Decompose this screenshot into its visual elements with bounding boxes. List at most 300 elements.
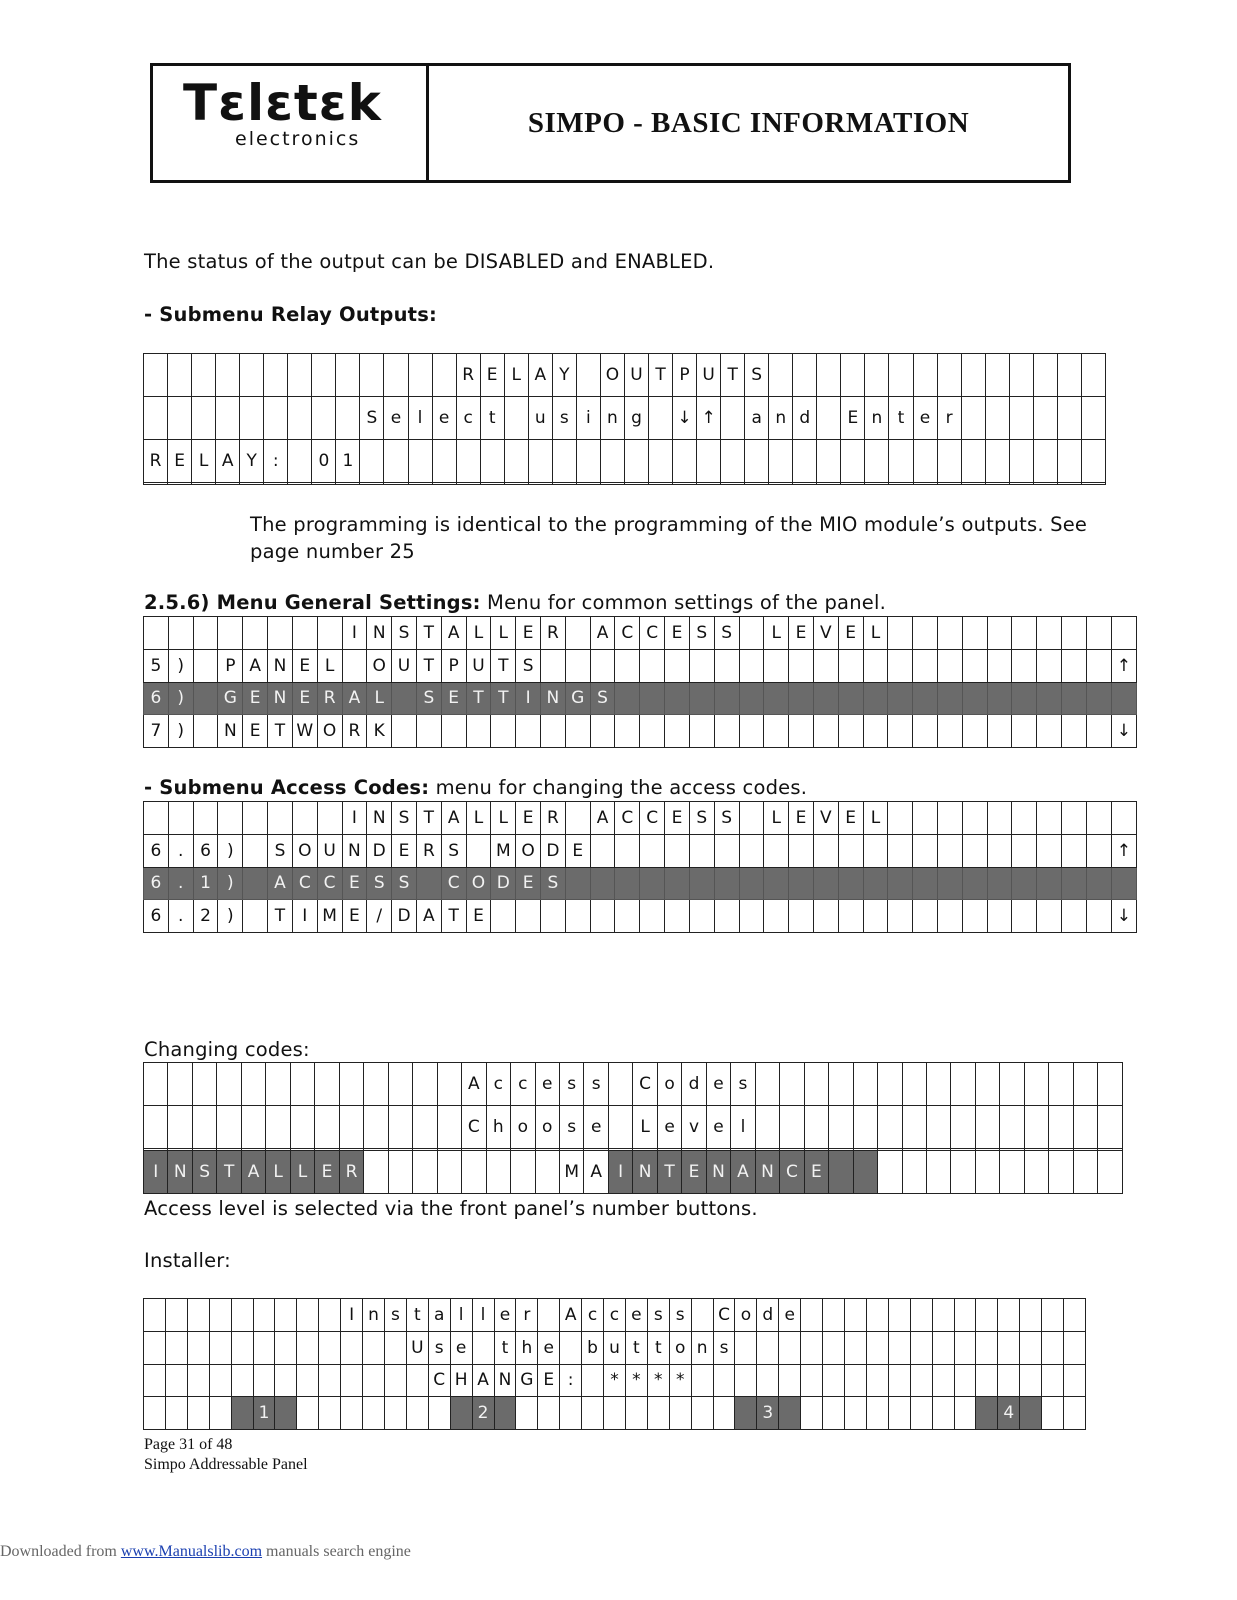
lcd-cell: T [441, 900, 466, 933]
lcd-cell [961, 482, 985, 484]
lcd-cell: S [714, 617, 739, 650]
lcd-cell [491, 715, 516, 748]
lcd-cell [388, 1063, 412, 1106]
lcd-cell: . [168, 834, 193, 867]
lcd-cell [341, 1397, 363, 1430]
lcd-cell: h [516, 1331, 538, 1364]
lcd-cell [582, 1397, 604, 1430]
lcd-cell [187, 1299, 209, 1332]
lcd-cell: N [268, 682, 293, 715]
lcd-cell [541, 900, 566, 933]
lcd-cell [1033, 482, 1057, 484]
lcd-cell: A [590, 802, 615, 835]
lcd-cell [838, 649, 863, 682]
lcd-cell [985, 439, 1009, 482]
lcd-cell: L [466, 617, 491, 650]
lcd-cell [565, 617, 590, 650]
lcd-cell: G [218, 682, 243, 715]
lcd-cell: E [342, 867, 367, 900]
lcd-cell [317, 617, 342, 650]
lcd-cell [1042, 1364, 1064, 1397]
lcd-cell [1000, 1063, 1024, 1106]
lcd-cell: A [528, 354, 552, 397]
lcd-cell [168, 354, 192, 397]
lcd-cell: A [441, 802, 466, 835]
lcd-cell [168, 396, 192, 439]
lcd-cell [486, 1151, 510, 1194]
lcd-cell: l [472, 1299, 494, 1332]
lcd-cell [1062, 649, 1087, 682]
lcd-cell: C [462, 1105, 486, 1148]
lcd-cell: P [218, 649, 243, 682]
lcd-cell: E [342, 900, 367, 933]
lcd-cell [889, 439, 913, 482]
lcd-cell [144, 1299, 166, 1332]
lcd-cell [804, 1063, 828, 1106]
lcd-changing-codes [143, 1062, 1123, 1194]
lcd-cell [987, 715, 1012, 748]
lcd-cell: T [268, 900, 293, 933]
lcd-cell: E [292, 649, 317, 682]
lcd-cell [689, 682, 714, 715]
lcd-cell [144, 1364, 166, 1397]
lcd-cell [275, 1364, 297, 1397]
lcd-cell [913, 900, 938, 933]
lcd-cell: e [494, 1299, 516, 1332]
lcd-row [144, 682, 1137, 715]
lcd-cell: * [604, 1364, 626, 1397]
lcd-cell [829, 1151, 853, 1194]
lcd-cell [913, 867, 938, 900]
lcd-cell [297, 1331, 319, 1364]
lcd-cell [1009, 482, 1033, 484]
lcd-cell [456, 439, 480, 482]
lcd-cell [987, 867, 1012, 900]
lcd-cell [817, 396, 841, 439]
lcd-cell [590, 715, 615, 748]
lcd-cell [565, 715, 590, 748]
lcd-cell: T [648, 354, 672, 397]
lcd-cell [336, 354, 360, 397]
lcd-cell [739, 867, 764, 900]
lcd-cell: O [367, 649, 392, 682]
lcd-cell [231, 1299, 253, 1332]
lcd-cell [144, 802, 169, 835]
lcd-cell [339, 1105, 363, 1148]
lcd-cell [504, 396, 528, 439]
lcd-cell [689, 867, 714, 900]
lcd-cell [863, 867, 888, 900]
lcd-cell: N [342, 834, 367, 867]
lcd-cell [535, 1151, 559, 1194]
lcd-cell [1020, 1397, 1042, 1430]
lcd-cell [516, 1397, 538, 1430]
lcd-cell [413, 1151, 437, 1194]
lcd-cell [938, 617, 963, 650]
lcd-cell [780, 1105, 804, 1148]
lcd-cell [853, 1151, 877, 1194]
lcd-cell: s [669, 1299, 691, 1332]
lcd-cell [665, 715, 690, 748]
lcd-cell: E [804, 1151, 828, 1194]
lcd-cell [769, 354, 793, 397]
lcd-cell: A [590, 617, 615, 650]
lcd-cell [739, 802, 764, 835]
lcd-cell: C [428, 1364, 450, 1397]
lcd-cell: T [721, 354, 745, 397]
lcd-cell: C [441, 867, 466, 900]
lcd-cell [888, 1364, 910, 1397]
lcd-cell [938, 649, 963, 682]
lcd-cell [462, 1151, 486, 1194]
lcd-cell [640, 867, 665, 900]
lcd-cell: C [615, 617, 640, 650]
lcd-row [144, 439, 1106, 482]
lcd-row [144, 617, 1137, 650]
lcd-cell: E [516, 867, 541, 900]
lcd-cell [954, 1397, 976, 1430]
lcd-cell [416, 867, 441, 900]
lcd-cell: s [647, 1299, 669, 1332]
lcd-cell: t [494, 1331, 516, 1364]
lcd-cell [1000, 1105, 1024, 1148]
lcd-row [144, 1299, 1086, 1332]
status-line: The status of the output can be DISABLED and ENABLED. [144, 250, 715, 273]
lcd-cell [640, 900, 665, 933]
lcd-cell: A [216, 439, 240, 482]
lcd-cell [192, 482, 216, 484]
lcd-cell: ) [218, 867, 243, 900]
lcd-cell [913, 617, 938, 650]
lcd-cell [406, 1397, 428, 1430]
lcd-cell: e [584, 1105, 608, 1148]
lcd-row [144, 1331, 1086, 1364]
lcd-cell [951, 1151, 975, 1194]
lcd-cell: * [647, 1364, 669, 1397]
lcd-cell [975, 1105, 999, 1148]
lcd-cell: M [559, 1151, 583, 1194]
lcd-cell [1009, 396, 1033, 439]
lcd-cell: i [576, 396, 600, 439]
lcd-cell: 5 [144, 649, 169, 682]
lcd-cell [938, 682, 963, 715]
manualslib-link[interactable]: www.Manualslib.com [120, 1543, 263, 1560]
lcd-cell [516, 900, 541, 933]
lcd-cell: l [450, 1299, 472, 1332]
lcd-cell [1111, 617, 1136, 650]
lcd-cell [691, 1364, 713, 1397]
lcd-cell [648, 396, 672, 439]
lcd-cell: c [582, 1299, 604, 1332]
lcd-cell: L [290, 1151, 314, 1194]
lcd-cell: T [268, 715, 293, 748]
lcd-cell [1098, 1063, 1123, 1106]
lcd-cell [1057, 396, 1081, 439]
lcd-cell [209, 1331, 231, 1364]
lcd-cell [450, 1397, 472, 1430]
lcd-cell [769, 439, 793, 482]
lcd-cell [647, 1397, 669, 1430]
lcd-cell: 1 [253, 1397, 275, 1430]
lcd-cell: I [144, 1151, 168, 1194]
lcd-cell [144, 482, 168, 484]
lcd-cell: R [541, 617, 566, 650]
lcd-cell [878, 1105, 902, 1148]
lcd-cell: a [745, 396, 769, 439]
lcd-cell [793, 482, 817, 484]
lcd-cell: R [541, 802, 566, 835]
lcd-cell [938, 802, 963, 835]
lcd-cell [888, 682, 913, 715]
lcd-cell [363, 1397, 385, 1430]
lcd-cell [863, 834, 888, 867]
lcd-cell [1081, 439, 1105, 482]
lcd-cell [721, 482, 745, 484]
lcd-cell [689, 715, 714, 748]
footer-product-name: Simpo Addressable Panel [144, 1456, 308, 1473]
lcd-cell [253, 1299, 275, 1332]
lcd-cell [541, 715, 566, 748]
lcd-cell: S [392, 617, 417, 650]
lcd-cell [951, 1105, 975, 1148]
lcd-cell [165, 1364, 187, 1397]
lcd-cell [1062, 867, 1087, 900]
lcd-cell: o [657, 1063, 681, 1106]
lcd-row [144, 867, 1137, 900]
lcd-cell: e [779, 1299, 801, 1332]
lcd-cell: U [392, 649, 417, 682]
lcd-cell: E [466, 900, 491, 933]
lcd-cell [1020, 1299, 1042, 1332]
lcd-cell [998, 1331, 1020, 1364]
lcd-cell [735, 1397, 757, 1430]
lcd-cell [615, 834, 640, 867]
lcd-cell [144, 354, 168, 397]
lcd-cell [466, 715, 491, 748]
lcd-cell: G [565, 682, 590, 715]
lcd-cell [253, 1364, 275, 1397]
programming-note-line1: The programming is identical to the programming of the MIO module’s outputs. See [250, 513, 1088, 536]
lcd-cell [336, 396, 360, 439]
lcd-cell [913, 682, 938, 715]
lcd-cell: b [582, 1331, 604, 1364]
lcd-cell: U [466, 649, 491, 682]
lcd-cell: g [624, 396, 648, 439]
lcd-cell [193, 802, 218, 835]
lcd-cell [466, 834, 491, 867]
lcd-cell: A [243, 649, 268, 682]
lcd-cell [739, 715, 764, 748]
lcd-cell [866, 1364, 888, 1397]
lcd-cell: E [838, 617, 863, 650]
lcd-cell [889, 354, 913, 397]
lcd-cell: 0 [312, 439, 336, 482]
lcd-cell [801, 1364, 823, 1397]
lcd-cell [1086, 715, 1111, 748]
lcd-cell [789, 867, 814, 900]
download-footer [0, 1543, 411, 1561]
lcd-cell [1111, 682, 1136, 715]
lcd-cell [437, 1063, 461, 1106]
lcd-cell [384, 439, 408, 482]
lcd-cell [384, 482, 408, 484]
lcd-cell [838, 682, 863, 715]
lcd-cell: n [865, 396, 889, 439]
lcd-cell: S [360, 396, 384, 439]
lcd-cell [998, 1299, 1020, 1332]
lcd-cell [853, 1063, 877, 1106]
lcd-cell: E [841, 396, 865, 439]
lcd-cell [1062, 802, 1087, 835]
lcd-cell: R [416, 834, 441, 867]
lcd-cell [865, 482, 889, 484]
lcd-cell [1081, 396, 1105, 439]
lcd-cell [264, 396, 288, 439]
lcd-cell [538, 1299, 560, 1332]
lcd-cell [866, 1331, 888, 1364]
lcd-cell [1081, 482, 1105, 484]
lcd-cell [144, 1397, 166, 1430]
lcd-cell [193, 617, 218, 650]
lcd-cell [755, 1063, 779, 1106]
lcd-cell [801, 1397, 823, 1430]
lcd-cell [691, 1299, 713, 1332]
lcd-cell: O [466, 867, 491, 900]
lcd-cell: s [552, 396, 576, 439]
lcd-cell [360, 354, 384, 397]
lcd-cell [1037, 715, 1062, 748]
lcd-cell [951, 1063, 975, 1106]
lcd-cell [243, 867, 268, 900]
lcd-cell [932, 1364, 954, 1397]
lcd-cell [144, 396, 168, 439]
lcd-cell: L [633, 1105, 657, 1148]
lcd-cell [560, 1397, 582, 1430]
download-prefix: Downloaded from [0, 1543, 121, 1560]
lcd-cell [780, 1063, 804, 1106]
lcd-cell: V [813, 802, 838, 835]
lcd-cell [863, 649, 888, 682]
lcd-cell [165, 1299, 187, 1332]
lcd-cell: R [342, 715, 367, 748]
lcd-cell [1062, 715, 1087, 748]
lcd-cell: l [408, 396, 432, 439]
lcd-cell [757, 1364, 779, 1397]
lcd-cell: t [625, 1331, 647, 1364]
lcd-cell [888, 1299, 910, 1332]
lcd-cell [817, 354, 841, 397]
lcd-cell [962, 715, 987, 748]
lcd-cell [714, 867, 739, 900]
lcd-cell [582, 1364, 604, 1397]
lcd-cell [1111, 802, 1136, 835]
lcd-cell [789, 834, 814, 867]
lcd-cell [384, 1331, 406, 1364]
lcd-cell: E [682, 1151, 706, 1194]
lcd-cell: t [406, 1299, 428, 1332]
lcd-cell [804, 1105, 828, 1148]
lcd-cell: S [392, 867, 417, 900]
lcd-cell [1042, 1397, 1064, 1430]
lcd-cell [927, 1105, 951, 1148]
lcd-cell [665, 834, 690, 867]
lcd-cell [243, 802, 268, 835]
lcd-cell [168, 617, 193, 650]
lcd-cell [565, 802, 590, 835]
lcd-cell [406, 1364, 428, 1397]
changing-codes-label: Changing codes: [144, 1038, 310, 1061]
lcd-cell: r [516, 1299, 538, 1332]
lcd-cell: N [755, 1151, 779, 1194]
lcd-cell [615, 867, 640, 900]
lcd-cell [275, 1397, 297, 1430]
lcd-cell [600, 439, 624, 482]
lcd-cell [1049, 1151, 1073, 1194]
lcd-cell: O [516, 834, 541, 867]
lcd-cell: T [416, 649, 441, 682]
lcd-cell: e [706, 1105, 730, 1148]
lcd-cell: A [441, 617, 466, 650]
lcd-cell: E [838, 802, 863, 835]
lcd-cell [264, 482, 288, 484]
lcd-cell [838, 900, 863, 933]
lcd-cell: E [292, 682, 317, 715]
lcd-cell [1000, 1151, 1024, 1194]
lcd-cell [888, 900, 913, 933]
lcd-cell [889, 482, 913, 484]
lcd-cell [608, 1063, 632, 1106]
document-title: SIMPO - BASIC INFORMATION [527, 106, 970, 139]
lcd-cell [504, 439, 528, 482]
lcd-cell: l [731, 1105, 755, 1148]
lcd-cell [823, 1397, 845, 1430]
lcd-cell [927, 1151, 951, 1194]
lcd-cell: N [633, 1151, 657, 1194]
lcd-cell [456, 482, 480, 484]
lcd-cell: s [559, 1063, 583, 1106]
lcd-cell [408, 482, 432, 484]
lcd-cell [866, 1299, 888, 1332]
lcd-cell [1033, 439, 1057, 482]
lcd-cell: c [511, 1063, 535, 1106]
lcd-cell: 4 [998, 1397, 1020, 1430]
lcd-cell [987, 649, 1012, 682]
lcd-cell: t [889, 396, 913, 439]
lcd-cell [216, 396, 240, 439]
lcd-cell: u [528, 396, 552, 439]
lcd-cell [413, 1063, 437, 1106]
lcd-cell: c [486, 1063, 510, 1106]
lcd-cell [360, 482, 384, 484]
lcd-cell [888, 1331, 910, 1364]
lcd-cell [1086, 834, 1111, 867]
lcd-cell [764, 900, 789, 933]
lcd-cell [209, 1299, 231, 1332]
lcd-cell [288, 439, 312, 482]
lcd-cell [910, 1331, 932, 1364]
lcd-cell [1086, 682, 1111, 715]
lcd-cell: 6 [144, 682, 169, 715]
lcd-cell [528, 439, 552, 482]
lcd-cell: T [217, 1151, 241, 1194]
lcd-cell [1086, 867, 1111, 900]
lcd-cell [341, 1331, 363, 1364]
lcd-cell [218, 802, 243, 835]
lcd-cell [888, 649, 913, 682]
lcd-cell: e [432, 396, 456, 439]
lcd-cell [697, 482, 721, 484]
lcd-cell [888, 715, 913, 748]
